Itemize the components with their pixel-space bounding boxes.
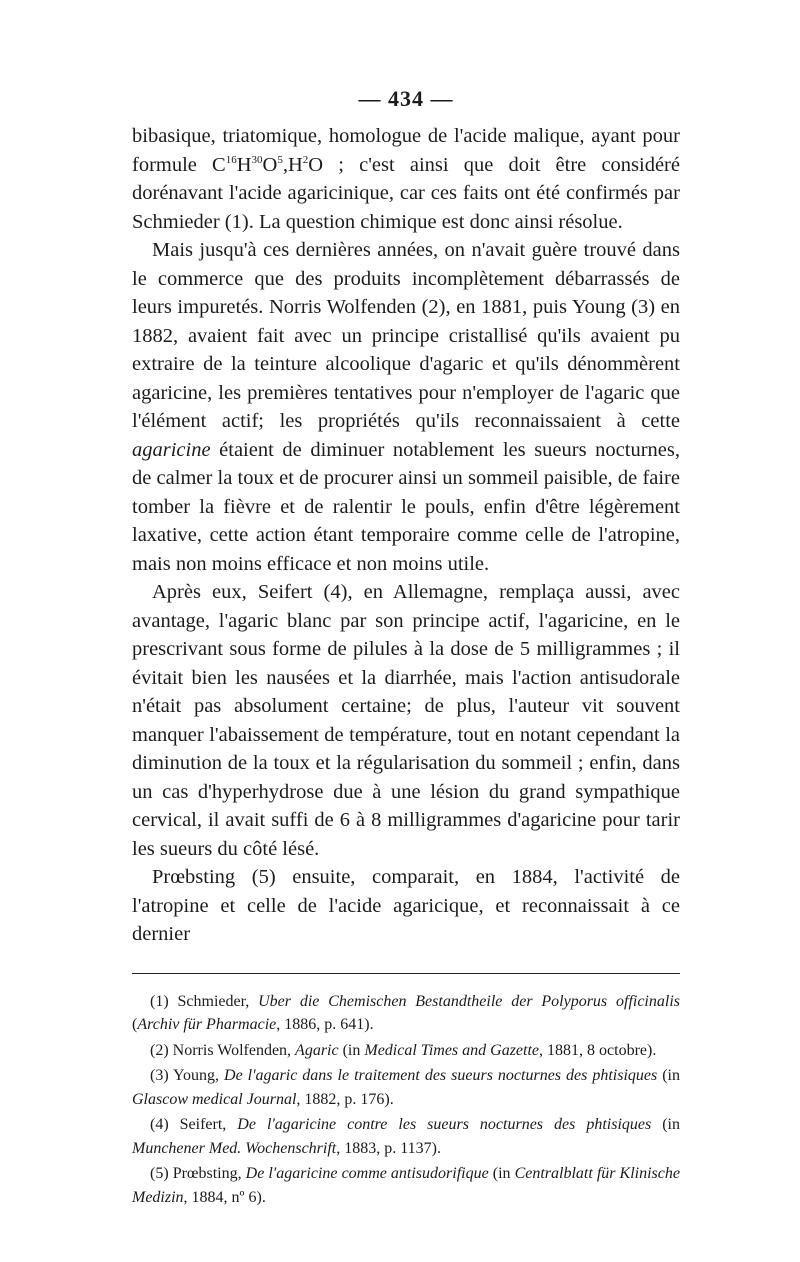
italic-text: Uber die Chemischen Bestandtheile der Polyporus officinalis xyxy=(258,992,680,1010)
italic-text: Glascow medical Journal xyxy=(132,1090,297,1108)
italic-text: De l'agaricine comme antisudorifique xyxy=(245,1165,489,1182)
superscript: 2 xyxy=(302,153,309,166)
text-run: ( xyxy=(132,1016,138,1033)
paragraph-4 xyxy=(132,863,680,949)
book-page xyxy=(132,86,680,1211)
footnote-1 xyxy=(132,990,680,1037)
text-run: (1) Schmieder, xyxy=(150,992,259,1010)
text-run: , 1886, p. 641). xyxy=(276,1016,374,1033)
italic-text: De l'agaric dans le traitement des sueurs nocturnes des phtisiques xyxy=(224,1067,658,1084)
text-run: bibasique, triatomique, homologue de l'acide malique, ayant pour formule C xyxy=(132,125,680,176)
text-run: (in xyxy=(651,1116,680,1133)
paragraph-1 xyxy=(132,122,680,236)
italic-text: Medical Times and Gazette xyxy=(364,1041,540,1059)
text-run: (4) Seifert, xyxy=(150,1116,238,1133)
italic-text: Munchener Med. Wochenschrift xyxy=(132,1139,337,1157)
text-run: O ; c'est ainsi que doit être considéré dorénavant l'acide agaricinique, car ces faits ont été confirmés par Schmieder (1). La question chimique est donc ainsi résolue. xyxy=(132,153,680,233)
main-text xyxy=(132,122,680,949)
footnotes xyxy=(132,990,680,1210)
footnote-4 xyxy=(132,1113,680,1160)
superscript: 16 xyxy=(225,153,237,166)
italic-text: Archiv für Pharmacie xyxy=(137,1016,277,1033)
superscript: 30 xyxy=(251,153,263,166)
text-run: (5) Prœbsting, xyxy=(150,1165,246,1182)
footnote-5 xyxy=(132,1162,680,1209)
paragraph-3 xyxy=(132,578,680,863)
text-run: (3) Young, xyxy=(150,1067,225,1084)
superscript: 5 xyxy=(277,153,283,166)
text-run: H xyxy=(236,153,252,176)
text-run: , 1884, nº 6). xyxy=(183,1188,266,1206)
text-run: (in xyxy=(657,1067,681,1084)
text-run: Prœbsting (5) ensuite, comparait, en 1884, l'activité de l'atropine et celle de l'acide agaricique, et reconnaissait à ce dernier xyxy=(132,866,680,945)
text-run: (in xyxy=(338,1041,365,1059)
text-run: , 1881, 8 octobre). xyxy=(539,1041,657,1059)
text-run: (in xyxy=(488,1165,515,1182)
text-run: ,H xyxy=(282,153,303,176)
text-run: Mais jusqu'à ces dernières années, on n'avait guère trouvé dans le commerce que des produits incomplètement débarrassés de leurs impuretés. Norris Wolfenden (2), en 1881, puis Young (3) en 1882, avaient fait avec un principe cristallisé qu'ils avaient pu extraire de la teinture alcoolique d'agaric et qu'ils dénommèrent agaricine, les premières tentatives pour n'employer de l'agaric que l'élément actif; les propriétés qu'ils reconnaissaient à cette xyxy=(132,239,680,432)
text-run: , 1882, p. 176). xyxy=(296,1090,394,1108)
text-run: (2) Norris Wolfenden, xyxy=(150,1041,296,1059)
footnote-2 xyxy=(132,1039,680,1063)
italic-text: agaricine xyxy=(132,438,211,461)
italic-text: Centralblatt für Klinische Medizin xyxy=(132,1165,680,1206)
text-run: étaient de diminuer notablement les sueurs nocturnes, de calmer la toux et de procurer ainsi un sommeil paisible, de faire tomber la fièvre et de ralentir le pouls, enfin d'être légèrement laxative, cette action étant temporaire comme celle de l'atropine, mais non moins efficace et non moins utile. xyxy=(132,438,680,575)
paragraph-2 xyxy=(132,236,680,578)
footnote-divider xyxy=(132,973,680,974)
footnote-3 xyxy=(132,1064,680,1111)
italic-text: De l'agaricine contre les sueurs nocturnes des phtisiques xyxy=(237,1116,652,1133)
text-run: O xyxy=(262,153,278,176)
text-run: Après eux, Seifert (4), en Allemagne, remplaça aussi, avec avantage, l'agaric blanc par son principe actif, l'agaricine, en le prescrivant sous forme de pilules à la dose de 5 milligrammes ; il évitait bien les nausées et la diarrhée, mais l'action antisudorale n'était pas absolument certaine; de plus, l'auteur vit souvent manquer l'abaissement de température, tout en notant cependant la diminution de la toux et la régularisation du sommeil ; enfin, dans un cas d'hyperhydrose due à une lésion du grand sympathique cervical, il avait suffi de 6 à 8 milligrammes d'agaricine pour tarir les sueurs du côté lésé. xyxy=(132,581,680,860)
italic-text: Agaric xyxy=(295,1041,339,1059)
text-run: , 1883, p. 1137). xyxy=(336,1139,441,1157)
page-number: — 434 — xyxy=(358,86,454,111)
